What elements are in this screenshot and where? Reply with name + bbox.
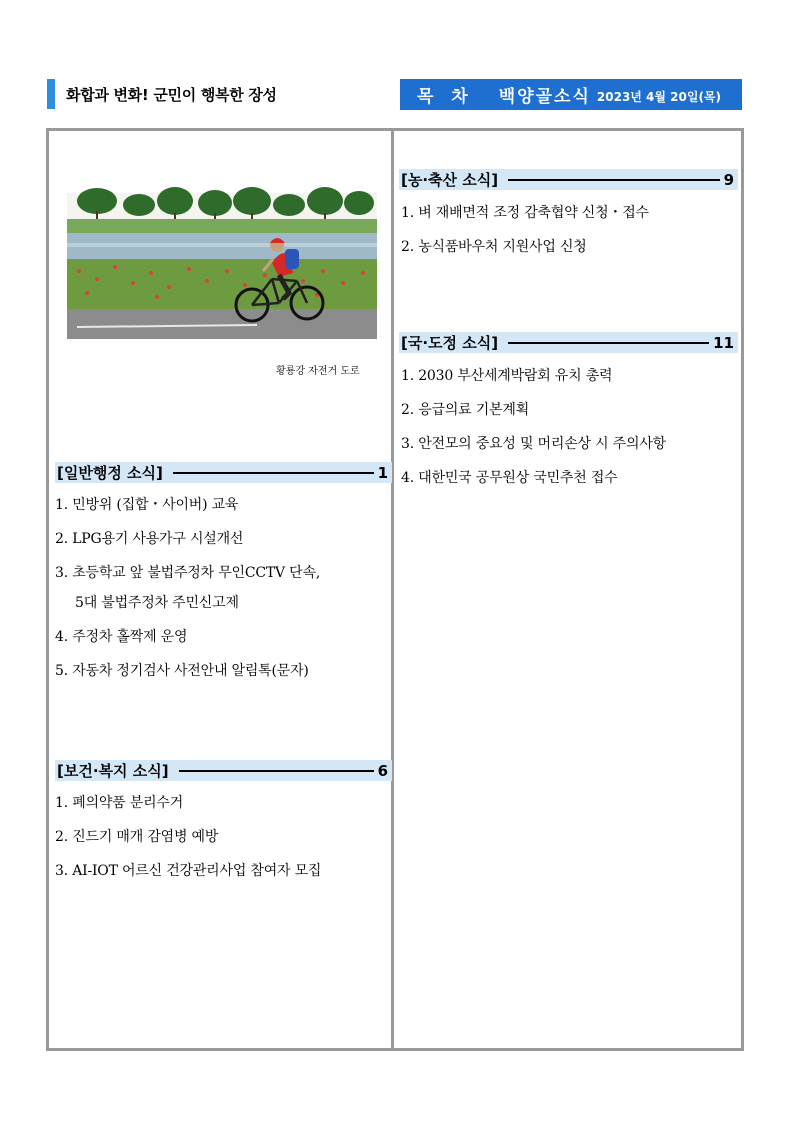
section-header-general <box>55 462 392 483</box>
list-item: 3. 초등학교 앞 불법주정차 무인CCTV 단속, <box>55 565 321 581</box>
leader-line <box>173 472 374 474</box>
list-item: 2. 응급의료 기본계획 <box>401 402 530 418</box>
header-title-box <box>400 79 742 110</box>
section-title: [농·축산 소식] <box>401 171 499 189</box>
section-header-agri <box>399 169 738 190</box>
list-item: 5대 불법주정차 주민신고제 <box>75 595 239 611</box>
national-item-list <box>401 366 666 502</box>
list-item: 2. 농식품바우처 지원사업 신청 <box>401 239 587 255</box>
photo-caption: 황룡강 자전거 도로 <box>276 366 360 377</box>
list-item: 3. 안전모의 중요성 및 머리손상 시 주의사항 <box>401 436 666 452</box>
section-header-welfare <box>55 760 392 781</box>
section-title: [보건·복지 소식] <box>57 762 169 780</box>
agri-item-list <box>401 203 649 271</box>
column-divider <box>391 128 394 1051</box>
section-page-number: 1 <box>377 463 388 482</box>
list-item: 2. LPG용기 사용가구 시설개선 <box>55 531 244 547</box>
header-slogan: 화합과 변화! 군민이 행복한 장성 <box>66 86 277 104</box>
list-item: 2. 진드기 매개 감염병 예방 <box>55 829 219 845</box>
section-page-number: 9 <box>723 170 734 189</box>
toc-label: 목 차 <box>417 87 474 107</box>
list-item: 3. AI-IOT 어르신 건강관리사업 참여자 모집 <box>55 863 322 879</box>
newsletter-title: 백양골소식 <box>498 87 591 107</box>
list-item: 1. 벼 재배면적 조정 감축협약 신청・접수 <box>401 205 649 221</box>
list-item: 1. 민방위 (집합・사이버) 교육 <box>55 497 239 513</box>
section-title: [국·도정 소식] <box>401 334 499 352</box>
list-item: 5. 자동차 정기검사 사전안내 알림톡(문자) <box>55 663 309 679</box>
section-page-number: 11 <box>713 333 734 352</box>
leader-line <box>508 179 719 181</box>
list-item: 1. 폐의약품 분리수거 <box>55 795 184 811</box>
leader-line <box>508 342 709 344</box>
list-item: 4. 대한민국 공무원상 국민추천 접수 <box>401 470 618 486</box>
cyclist-photo <box>67 153 377 339</box>
list-item: 1. 2030 부산세계박람회 유치 총력 <box>401 368 613 384</box>
list-item: 4. 주정차 홀짝제 운영 <box>55 629 188 645</box>
section-title: [일반행정 소식] <box>57 464 163 482</box>
general-item-list <box>55 495 320 695</box>
header-accent-bar <box>47 79 55 109</box>
section-page-number: 6 <box>377 761 388 780</box>
leader-line <box>179 770 374 772</box>
issue-date: 2023년 4월 20일(목) <box>596 89 722 104</box>
welfare-item-list <box>55 793 321 895</box>
section-header-national <box>399 332 738 353</box>
